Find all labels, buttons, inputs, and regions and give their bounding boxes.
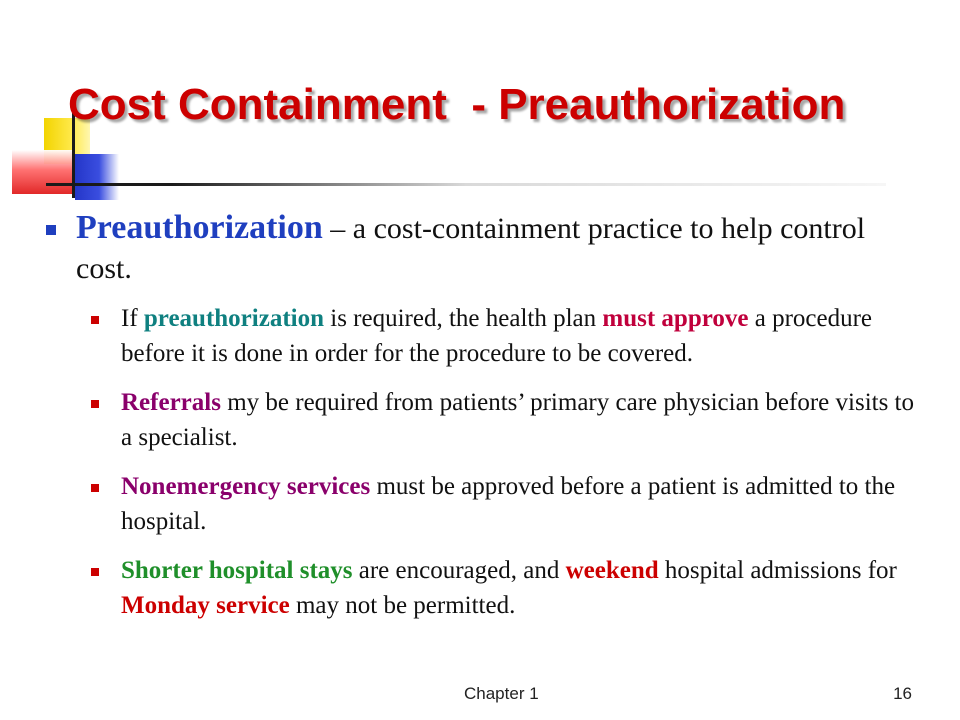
keyword-preauthorization: preauthorization [143,305,324,332]
slide-title: Cost Containment - Preauthorization [68,80,846,129]
sub-bullet-text: my be required from patients’ primary care physician before visits to a specialist. [121,389,915,451]
sub-bullet-text: a procedure before it is done in order for the procedure to be covered. [121,305,873,367]
sub-bullet-shorter-stays [91,553,926,623]
main-bullet-text: – a cost-containment practice to help control cost. [76,212,866,285]
blue-square-decoration [75,154,119,200]
keyword-shorter-hospital-stays: Shorter hospital stays [121,557,353,584]
sub-bullet-text: is required, the health plan [324,305,603,332]
sub-bullet-text: may not be permitted. [289,592,516,619]
keyword-nonemergency-services: Nonemergency services [121,473,371,500]
sub-bullet-text: hospital admissions for [658,557,897,584]
sub-bullet-preauthorization [91,301,926,371]
main-bullet [46,208,926,289]
footer-chapter-label: Chapter 1 [464,684,539,703]
sub-bullet-text: If [121,305,144,332]
footer-page-number: 16 [893,684,912,703]
main-bullet-term: Preauthorization [76,209,323,246]
keyword-weekend: weekend [565,557,659,584]
sub-bullet-text: are encouraged, and [352,557,566,584]
keyword-must-approve: must approve [602,305,749,332]
title-underline-divider [46,183,886,186]
sub-bullet-referrals [91,385,926,455]
slide-body [46,208,926,637]
keyword-referrals: Referrals [121,389,221,416]
red-square-decoration [12,150,72,194]
sub-bullet-text: must be approved before a patient is admitted to the hospital. [121,473,896,535]
sub-bullet-nonemergency [91,469,926,539]
keyword-monday-service: Monday service [121,592,290,619]
